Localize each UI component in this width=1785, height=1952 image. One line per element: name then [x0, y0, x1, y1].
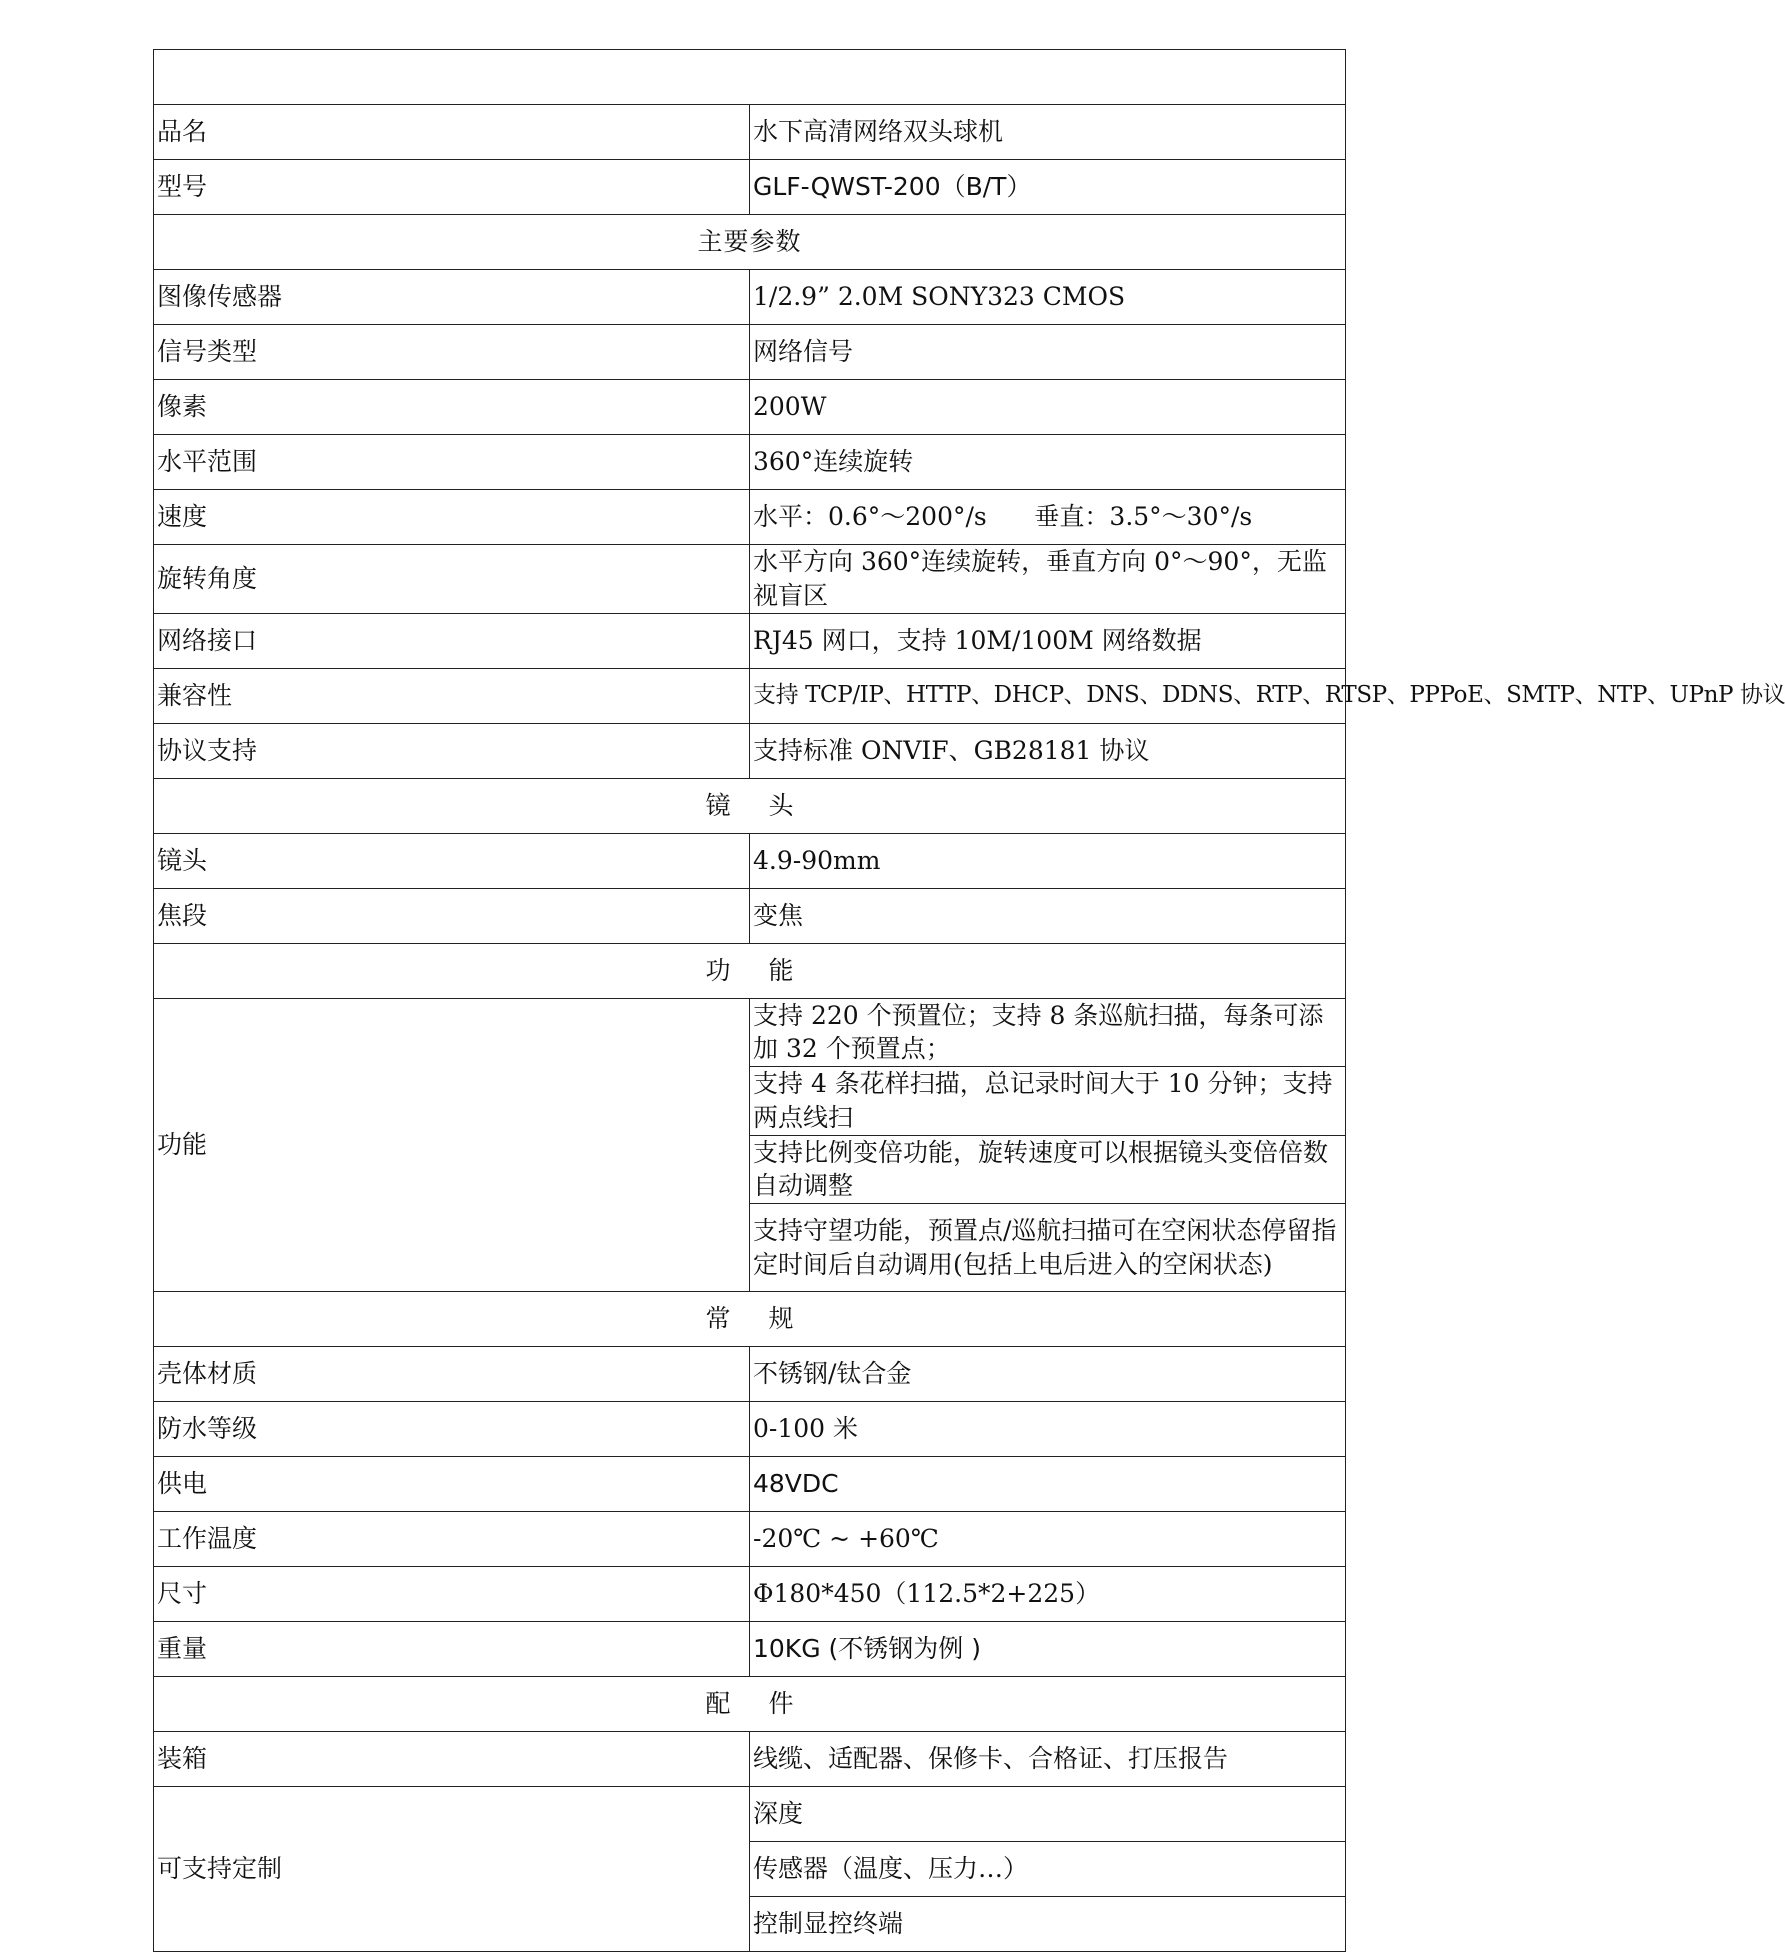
product-name-value: 水下高清网络双头球机	[750, 105, 1346, 160]
custom-item: 控制显控终端	[750, 1897, 1346, 1952]
table-row	[154, 325, 1346, 380]
table-row	[154, 998, 1346, 1067]
section-title-accessories: 配件	[154, 1677, 1346, 1732]
section-title-function: 功能	[154, 943, 1346, 998]
section-title-general: 常规	[154, 1292, 1346, 1347]
lens-label: 镜头	[154, 833, 750, 888]
packing-value: 线缆、适配器、保修卡、合格证、打压报告	[750, 1732, 1346, 1787]
network-label: 网络接口	[154, 613, 750, 668]
function-item: 支持守望功能，预置点/巡航扫描可在空闲状态停留指定时间后自动调用(包括上电后进入的空闲状态)	[750, 1204, 1346, 1292]
table-row	[154, 380, 1346, 435]
speed-value: 水平：0.6°～200°/s 垂直：3.5°～30°/s	[750, 490, 1346, 545]
table-row	[154, 1402, 1346, 1457]
hrange-label: 水平范围	[154, 435, 750, 490]
section-row	[154, 1677, 1346, 1732]
table-row	[154, 1567, 1346, 1622]
table-row	[154, 1347, 1346, 1402]
section-row	[154, 943, 1346, 998]
function-item: 支持 4 条花样扫描，总记录时间大于 10 分钟；支持两点线扫	[750, 1067, 1346, 1136]
custom-label: 可支持定制	[154, 1787, 750, 1952]
section-title-main: 主要参数	[154, 215, 1346, 270]
blank-header-cell	[154, 50, 1346, 105]
table-row	[154, 1787, 1346, 1842]
spec-table	[153, 49, 1785, 1952]
table-row	[154, 270, 1346, 325]
table-row	[154, 105, 1346, 160]
rotation-value: 水平方向 360°连续旋转，垂直方向 0°～90°，无监视盲区	[750, 545, 1346, 614]
sensor-value: 1/2.9” 2.0M SONY323 CMOS	[750, 270, 1346, 325]
pixels-label: 像素	[154, 380, 750, 435]
waterproof-value: 0-100 米	[750, 1402, 1346, 1457]
table-row	[154, 1622, 1346, 1677]
hrange-value: 360°连续旋转	[750, 435, 1346, 490]
size-value: Φ180*450（112.5*2+225）	[750, 1567, 1346, 1622]
weight-label: 重量	[154, 1622, 750, 1677]
focal-value: 变焦	[750, 888, 1346, 943]
section-row	[154, 215, 1346, 270]
custom-item: 深度	[750, 1787, 1346, 1842]
signal-value: 网络信号	[750, 325, 1346, 380]
size-label: 尺寸	[154, 1567, 750, 1622]
custom-item: 传感器（温度、压力…）	[750, 1842, 1346, 1897]
product-name-label: 品名	[154, 105, 750, 160]
table-row	[154, 1512, 1346, 1567]
table-row	[154, 545, 1346, 614]
table-row	[154, 490, 1346, 545]
table-row	[154, 833, 1346, 888]
function-item: 支持比例变倍功能，旋转速度可以根据镜头变倍倍数自动调整	[750, 1135, 1346, 1204]
weight-value: 10KG (不锈钢为例 )	[750, 1622, 1346, 1677]
lens-value: 4.9-90mm	[750, 833, 1346, 888]
table-row	[154, 723, 1346, 778]
housing-value: 不锈钢/钛合金	[750, 1347, 1346, 1402]
packing-label: 装箱	[154, 1732, 750, 1787]
signal-label: 信号类型	[154, 325, 750, 380]
function-item: 支持 220 个预置位；支持 8 条巡航扫描，每条可添加 32 个预置点；	[750, 998, 1346, 1067]
function-label: 功能	[154, 998, 750, 1292]
table-row	[154, 1732, 1346, 1787]
rotation-label: 旋转角度	[154, 545, 750, 614]
model-label: 型号	[154, 160, 750, 215]
compat-value: 支持 TCP/IP、HTTP、DHCP、DNS、DDNS、RTP、RTSP、PPPoE、SMTP、NTP、UPnP 协议	[750, 668, 1346, 723]
waterproof-label: 防水等级	[154, 1402, 750, 1457]
protocol-label: 协议支持	[154, 723, 750, 778]
blank-header-row	[154, 50, 1346, 105]
pixels-value: 200W	[750, 380, 1346, 435]
section-title-lens: 镜头	[154, 778, 1346, 833]
temp-label: 工作温度	[154, 1512, 750, 1567]
table-row	[154, 1457, 1346, 1512]
table-row	[154, 160, 1346, 215]
compat-label: 兼容性	[154, 668, 750, 723]
housing-label: 壳体材质	[154, 1347, 750, 1402]
power-value: 48VDC	[750, 1457, 1346, 1512]
section-row	[154, 778, 1346, 833]
network-value: RJ45 网口，支持 10M/100M 网络数据	[750, 613, 1346, 668]
table-row	[154, 613, 1346, 668]
speed-label: 速度	[154, 490, 750, 545]
table-row	[154, 435, 1346, 490]
protocol-value: 支持标准 ONVIF、GB28181 协议	[750, 723, 1346, 778]
power-label: 供电	[154, 1457, 750, 1512]
focal-label: 焦段	[154, 888, 750, 943]
sensor-label: 图像传感器	[154, 270, 750, 325]
table-row	[154, 668, 1346, 723]
table-row	[154, 888, 1346, 943]
temp-value: -20℃ ~ +60℃	[750, 1512, 1346, 1567]
section-row	[154, 1292, 1346, 1347]
model-value: GLF-QWST-200（B/T）	[750, 160, 1346, 215]
